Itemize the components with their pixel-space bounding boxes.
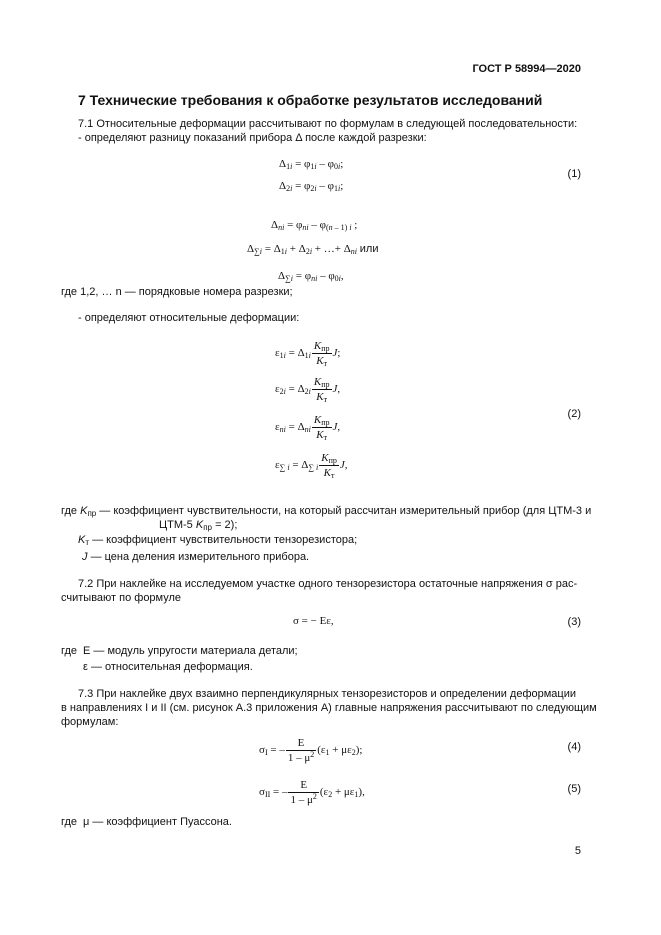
eq1-line1: $\Delta_{1i} = \varphi_{1i} - \varphi_{0i}$; — [279, 158, 344, 171]
eq2-line2: $\varepsilon_{2i} = \Delta_{2i}$ $\frac{K_{пр}}{K_т}$ J, — [275, 376, 341, 404]
page-number: 5 — [574, 845, 581, 857]
eq2-line4: $\varepsilon_{\sum i} = \Delta_{\sum i}$ $\frac{K_{пр}}{K_т}$ J, — [275, 452, 348, 480]
eq1-line3: $\Delta_{ni} = \varphi_{ni} - \varphi_{(n - 1) i}$ ; — [271, 219, 358, 232]
paragraph-7-3-c: формулам: — [61, 716, 119, 728]
where-e: E — модуль упругости материала детали; — [83, 645, 298, 657]
equation-number-5: (5) — [567, 783, 581, 795]
where-kpr: где $K_{пр}$ — коэффициент чувствительности, на который рассчитан измерительный прибор (для ЦТМ-3 и — [61, 505, 592, 518]
where-j: J — цена деления измерительного прибора. — [82, 551, 310, 563]
equation-4: $\sigma_I$ = – $\frac{E}{1 - \mu^2}$ $(\varepsilon_1 + \mu\varepsilon_2)$; — [259, 737, 363, 764]
eq2-line3: $\varepsilon_{ni} = \Delta_{ni}$ $\frac{K_{пр}}{K_т}$ J, — [275, 414, 341, 442]
where-kpr-value: = 2); — [215, 519, 238, 531]
paragraph-7-1: 7.1 Относительные деформации рассчитывают по формулам в следующей последовательности: — [78, 118, 578, 130]
equation-number-4: (4) — [567, 741, 581, 753]
where-e-prefix: где — [61, 645, 78, 657]
equation-3: σ = − Eε, — [293, 615, 334, 627]
document-header: ГОСТ Р 58994—2020 — [472, 63, 581, 75]
where-j-text: — цена деления измерительного прибора. — [90, 551, 310, 563]
eq1-line2: $\Delta_{2i} = \varphi_{2i} - \varphi_{1i}$; — [279, 180, 344, 193]
where-kpr-devices: ЦТМ-5 — [159, 519, 193, 531]
paragraph-7-2-a: 7.2 При наклейке на исследуемом участке одного тензорезистора остаточные напряжения σ рас- — [78, 578, 578, 590]
where-mu: μ — коэффициент Пуассона. — [83, 816, 232, 828]
eq1-line4: $\Delta_{\sum i} = \Delta_{1i} + \Delta_{2i}$ + …+ $\Delta_{ni}$ или — [247, 243, 379, 256]
eq2-line1: $\varepsilon_{1i} = \Delta_{1i}$ $\frac{K_{пр}}{K_т}$ J; — [275, 340, 341, 368]
where-kpr-text: коэффициент чувствительности, на который рассчитан измерительный прибор (для ЦТМ-3 и — [113, 505, 592, 517]
where-eps: ε — относительная деформация. — [83, 661, 253, 673]
eq1-line5: $\Delta_{\sum i} = \varphi_{ni} - \varphi_{0i}$, — [278, 270, 344, 283]
equation-number-3: (3) — [567, 616, 581, 628]
bullet-difference: - определяют разницу показаний прибора Δ после каждой разрезки: — [78, 132, 427, 144]
where-kpr-cont: ЦТМ-5 $K_{пр} = 2$); — [159, 519, 238, 532]
where-mu-prefix: где — [61, 816, 78, 828]
where-kt: $K_т$ — коэффициент чувствительности тензорезистора; — [78, 534, 358, 547]
paragraph-7-3-a: 7.3 При наклейке двух взаимно перпендикулярных тензорезисторов и определении деформации — [78, 688, 577, 700]
bullet-deformations: - определяют относительные деформации: — [78, 312, 300, 324]
where-kt-text: — коэффициент чувствительности тензорезистора; — [92, 534, 358, 546]
equation-number-2: (2) — [567, 408, 581, 420]
where-numbers: где 1,2, … n — порядковые номера разрезки; — [61, 286, 293, 298]
paragraph-7-3-b: в направлениях I и II (см. рисунок А.3 приложения А) главные напряжения рассчитывают по следующим — [61, 702, 597, 714]
equation-number-1: (1) — [567, 168, 581, 180]
paragraph-7-2-b: считывают по формуле — [61, 592, 182, 604]
equation-5: $\sigma_{II}$ = – $\frac{E}{1 - \mu^2}$ $(\varepsilon_2 + \mu\varepsilon_1)$, — [259, 779, 365, 806]
section-title: 7 Технические требования к обработке результатов исследований — [78, 92, 543, 108]
